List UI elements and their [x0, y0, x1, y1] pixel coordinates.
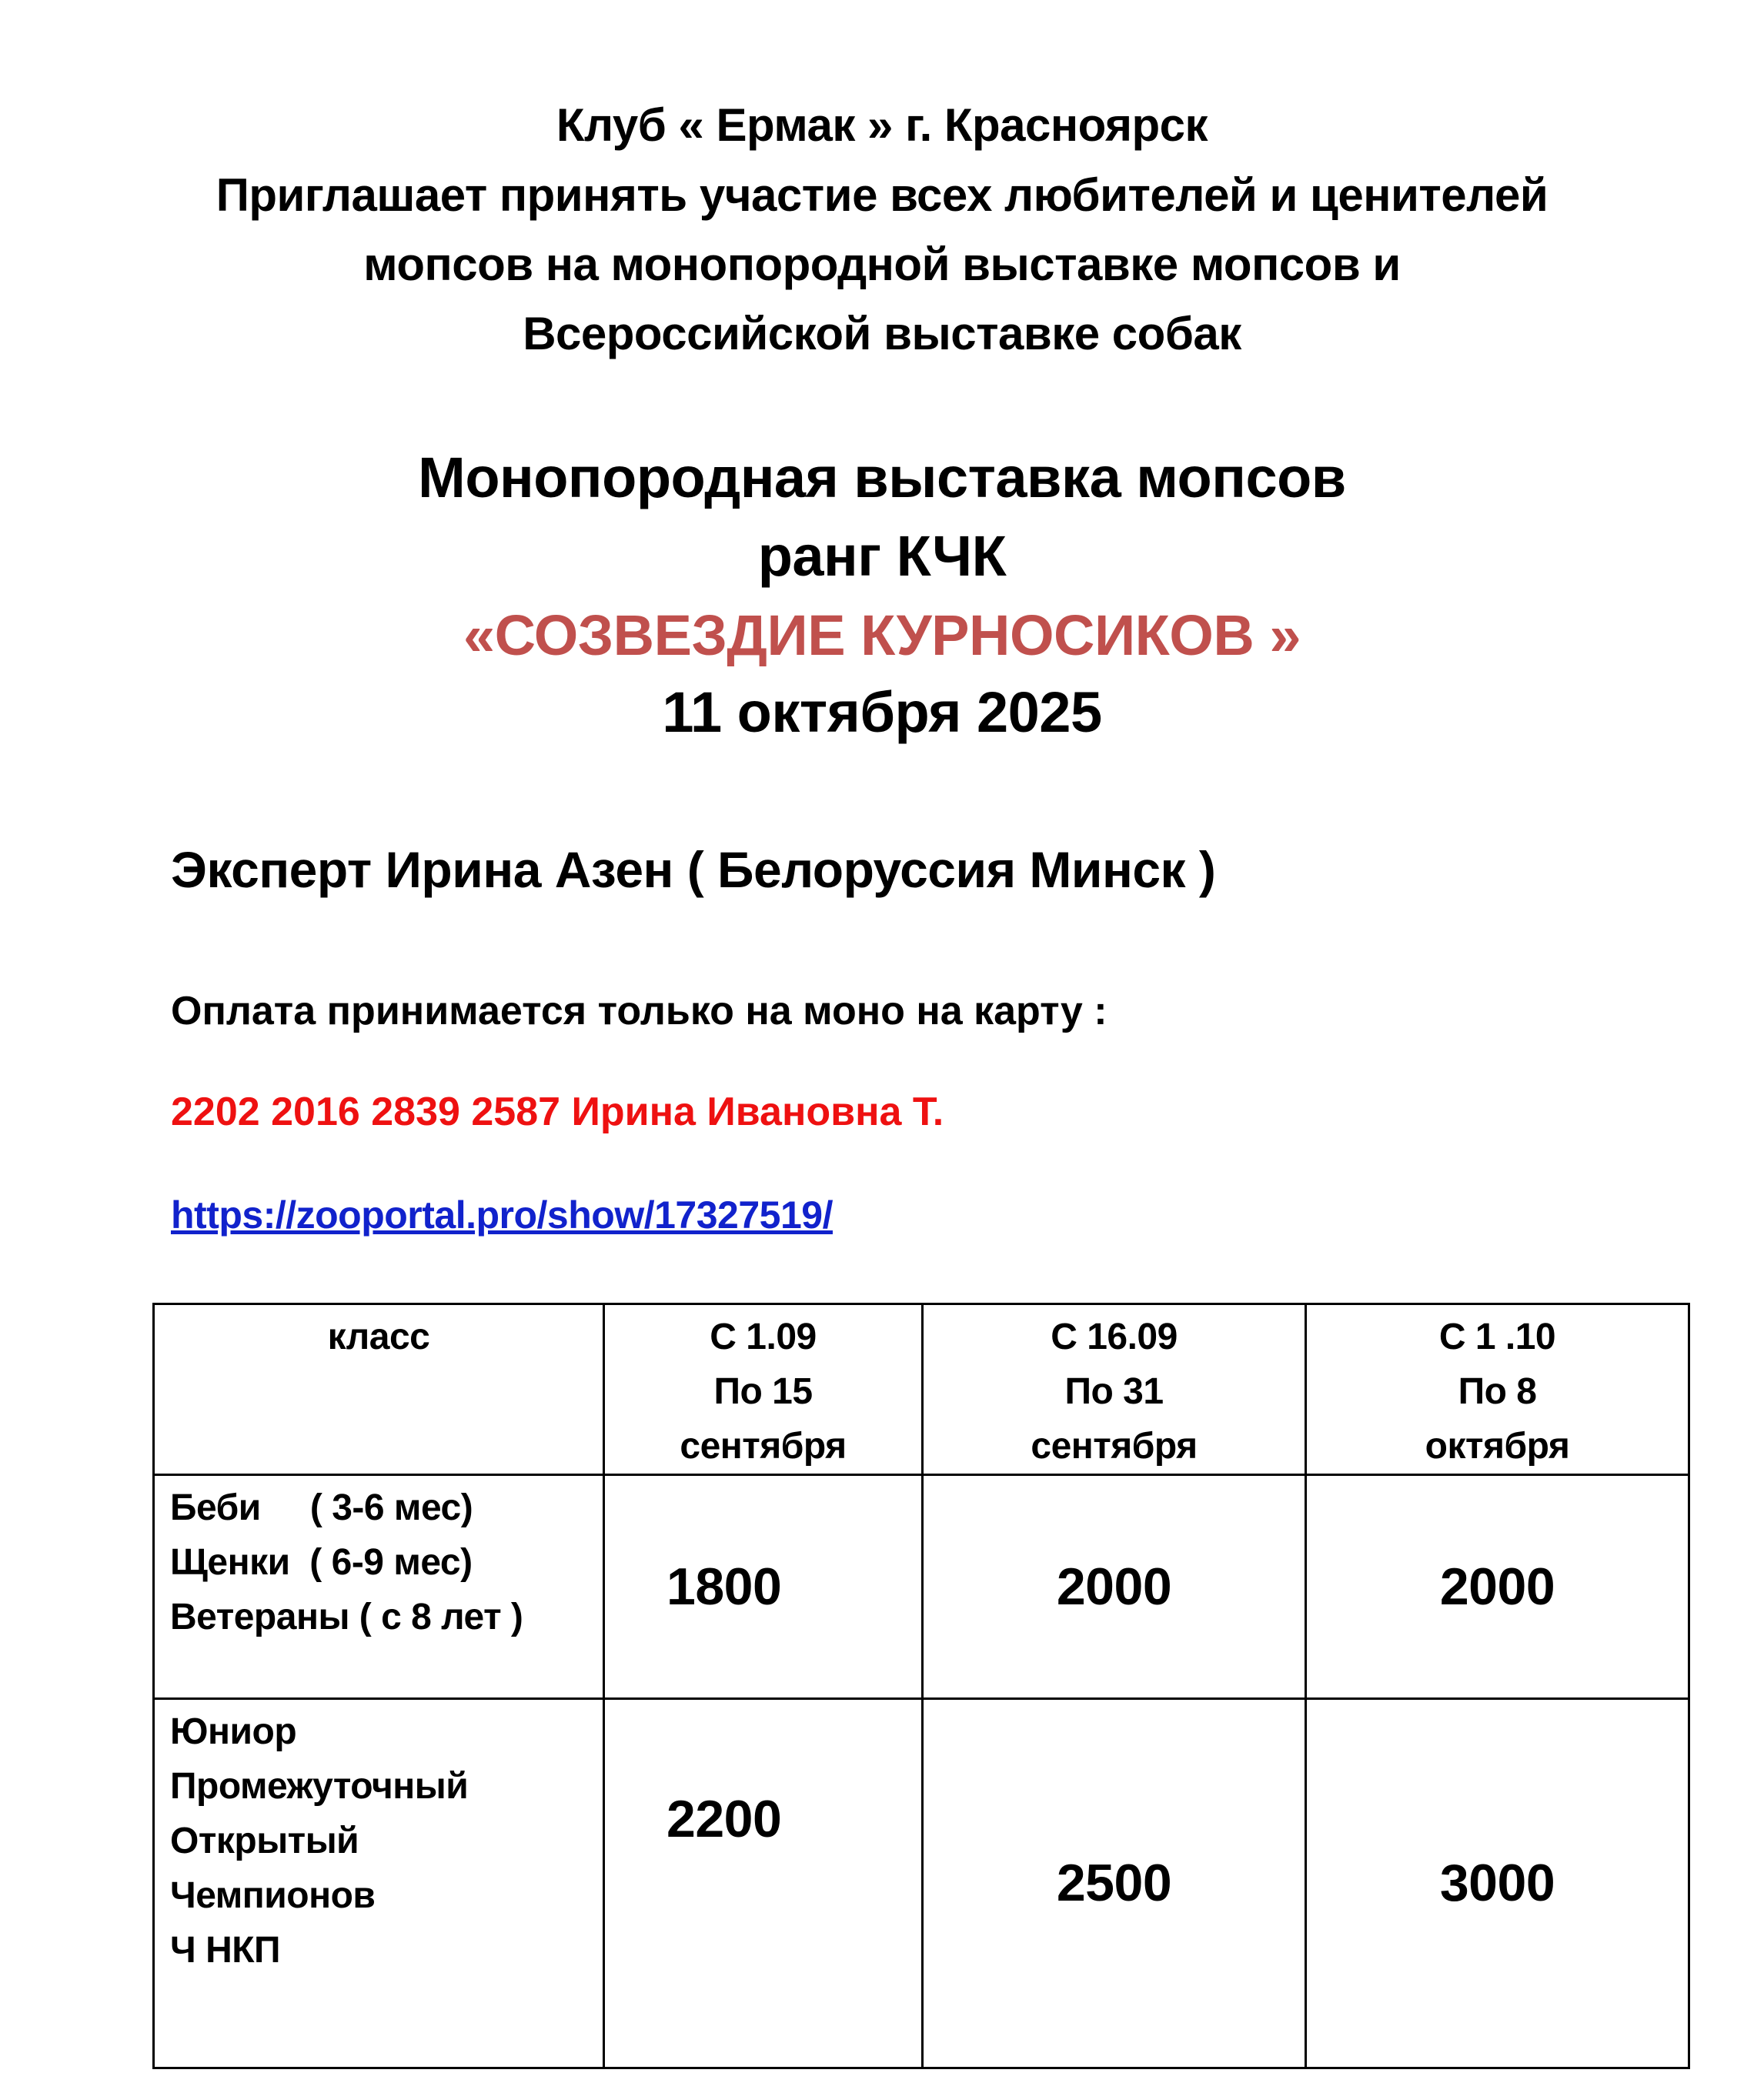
show-title: Монопородная выставка мопсов: [418, 446, 1346, 509]
invitation-line: Всероссийской выставке собак: [523, 308, 1241, 359]
class-name: Юниор: [170, 1711, 297, 1752]
price-cell: 2500: [923, 1699, 1306, 2068]
show-link[interactable]: https://zooportal.pro/show/17327519/: [171, 1193, 833, 1237]
header-period-3: [1306, 1304, 1689, 1475]
header-class: [154, 1304, 604, 1475]
header-line: С 1 .10: [1438, 1317, 1556, 1357]
invitation-line: мопсов на монопородной выставке мопсов и: [363, 239, 1401, 290]
class-name: Промежуточный: [170, 1766, 469, 1807]
class-name: Чемпионов: [170, 1875, 376, 1916]
show-date: 11 октября 2025: [662, 680, 1102, 744]
header-line: С 1.09: [710, 1317, 817, 1357]
price-cell: 2000: [923, 1475, 1306, 1699]
price-cell: 2200: [604, 1699, 923, 2068]
class-name: Беби ( 3-6 мес): [170, 1487, 473, 1528]
card-number: 2202 2016 2839 2587 Ирина Ивановна Т.: [171, 1090, 944, 1134]
class-name: Открытый: [170, 1821, 359, 1861]
class-name: Ч НКП: [170, 1930, 281, 1971]
header-line: По 31: [1064, 1371, 1164, 1412]
class-cell: [154, 1699, 604, 2068]
header-line: сентября: [1031, 1426, 1198, 1467]
invitation-line: Приглашает принять участие всех любителей и ценителей: [215, 169, 1549, 221]
table-header-row: [154, 1304, 1689, 1475]
class-name: Щенки ( 6-9 мес): [170, 1542, 473, 1583]
class-name: Ветераны ( с 8 лет ): [170, 1597, 523, 1637]
header-line: По 15: [713, 1371, 813, 1412]
header-line: октября: [1425, 1426, 1570, 1467]
show-rank: ранг КЧК: [757, 524, 1007, 588]
price-cell: 1800: [604, 1475, 923, 1699]
table-row: [154, 1475, 1689, 1699]
price-table: [152, 1303, 1690, 2069]
show-name: «СОЗВЕЗДИЕ КУРНОСИКОВ »: [463, 603, 1301, 667]
expert-line: Эксперт Ирина Азен ( Белоруссия Минск ): [171, 841, 1216, 898]
header-period-1: [604, 1304, 923, 1475]
header-line: По 8: [1458, 1371, 1537, 1412]
payment-note: Оплата принимается только на моно на карту :: [171, 989, 1108, 1033]
header-line: С 16.09: [1051, 1317, 1178, 1357]
header-period-2: [923, 1304, 1306, 1475]
table-row: [154, 1699, 1689, 2068]
header-line: класс: [327, 1317, 430, 1357]
club-heading: Клуб « Ермак » г. Красноярск: [556, 99, 1208, 151]
class-cell: [154, 1475, 604, 1699]
price-cell: 3000: [1306, 1699, 1689, 2068]
price-cell: 2000: [1306, 1475, 1689, 1699]
header-line: сентября: [680, 1426, 847, 1467]
